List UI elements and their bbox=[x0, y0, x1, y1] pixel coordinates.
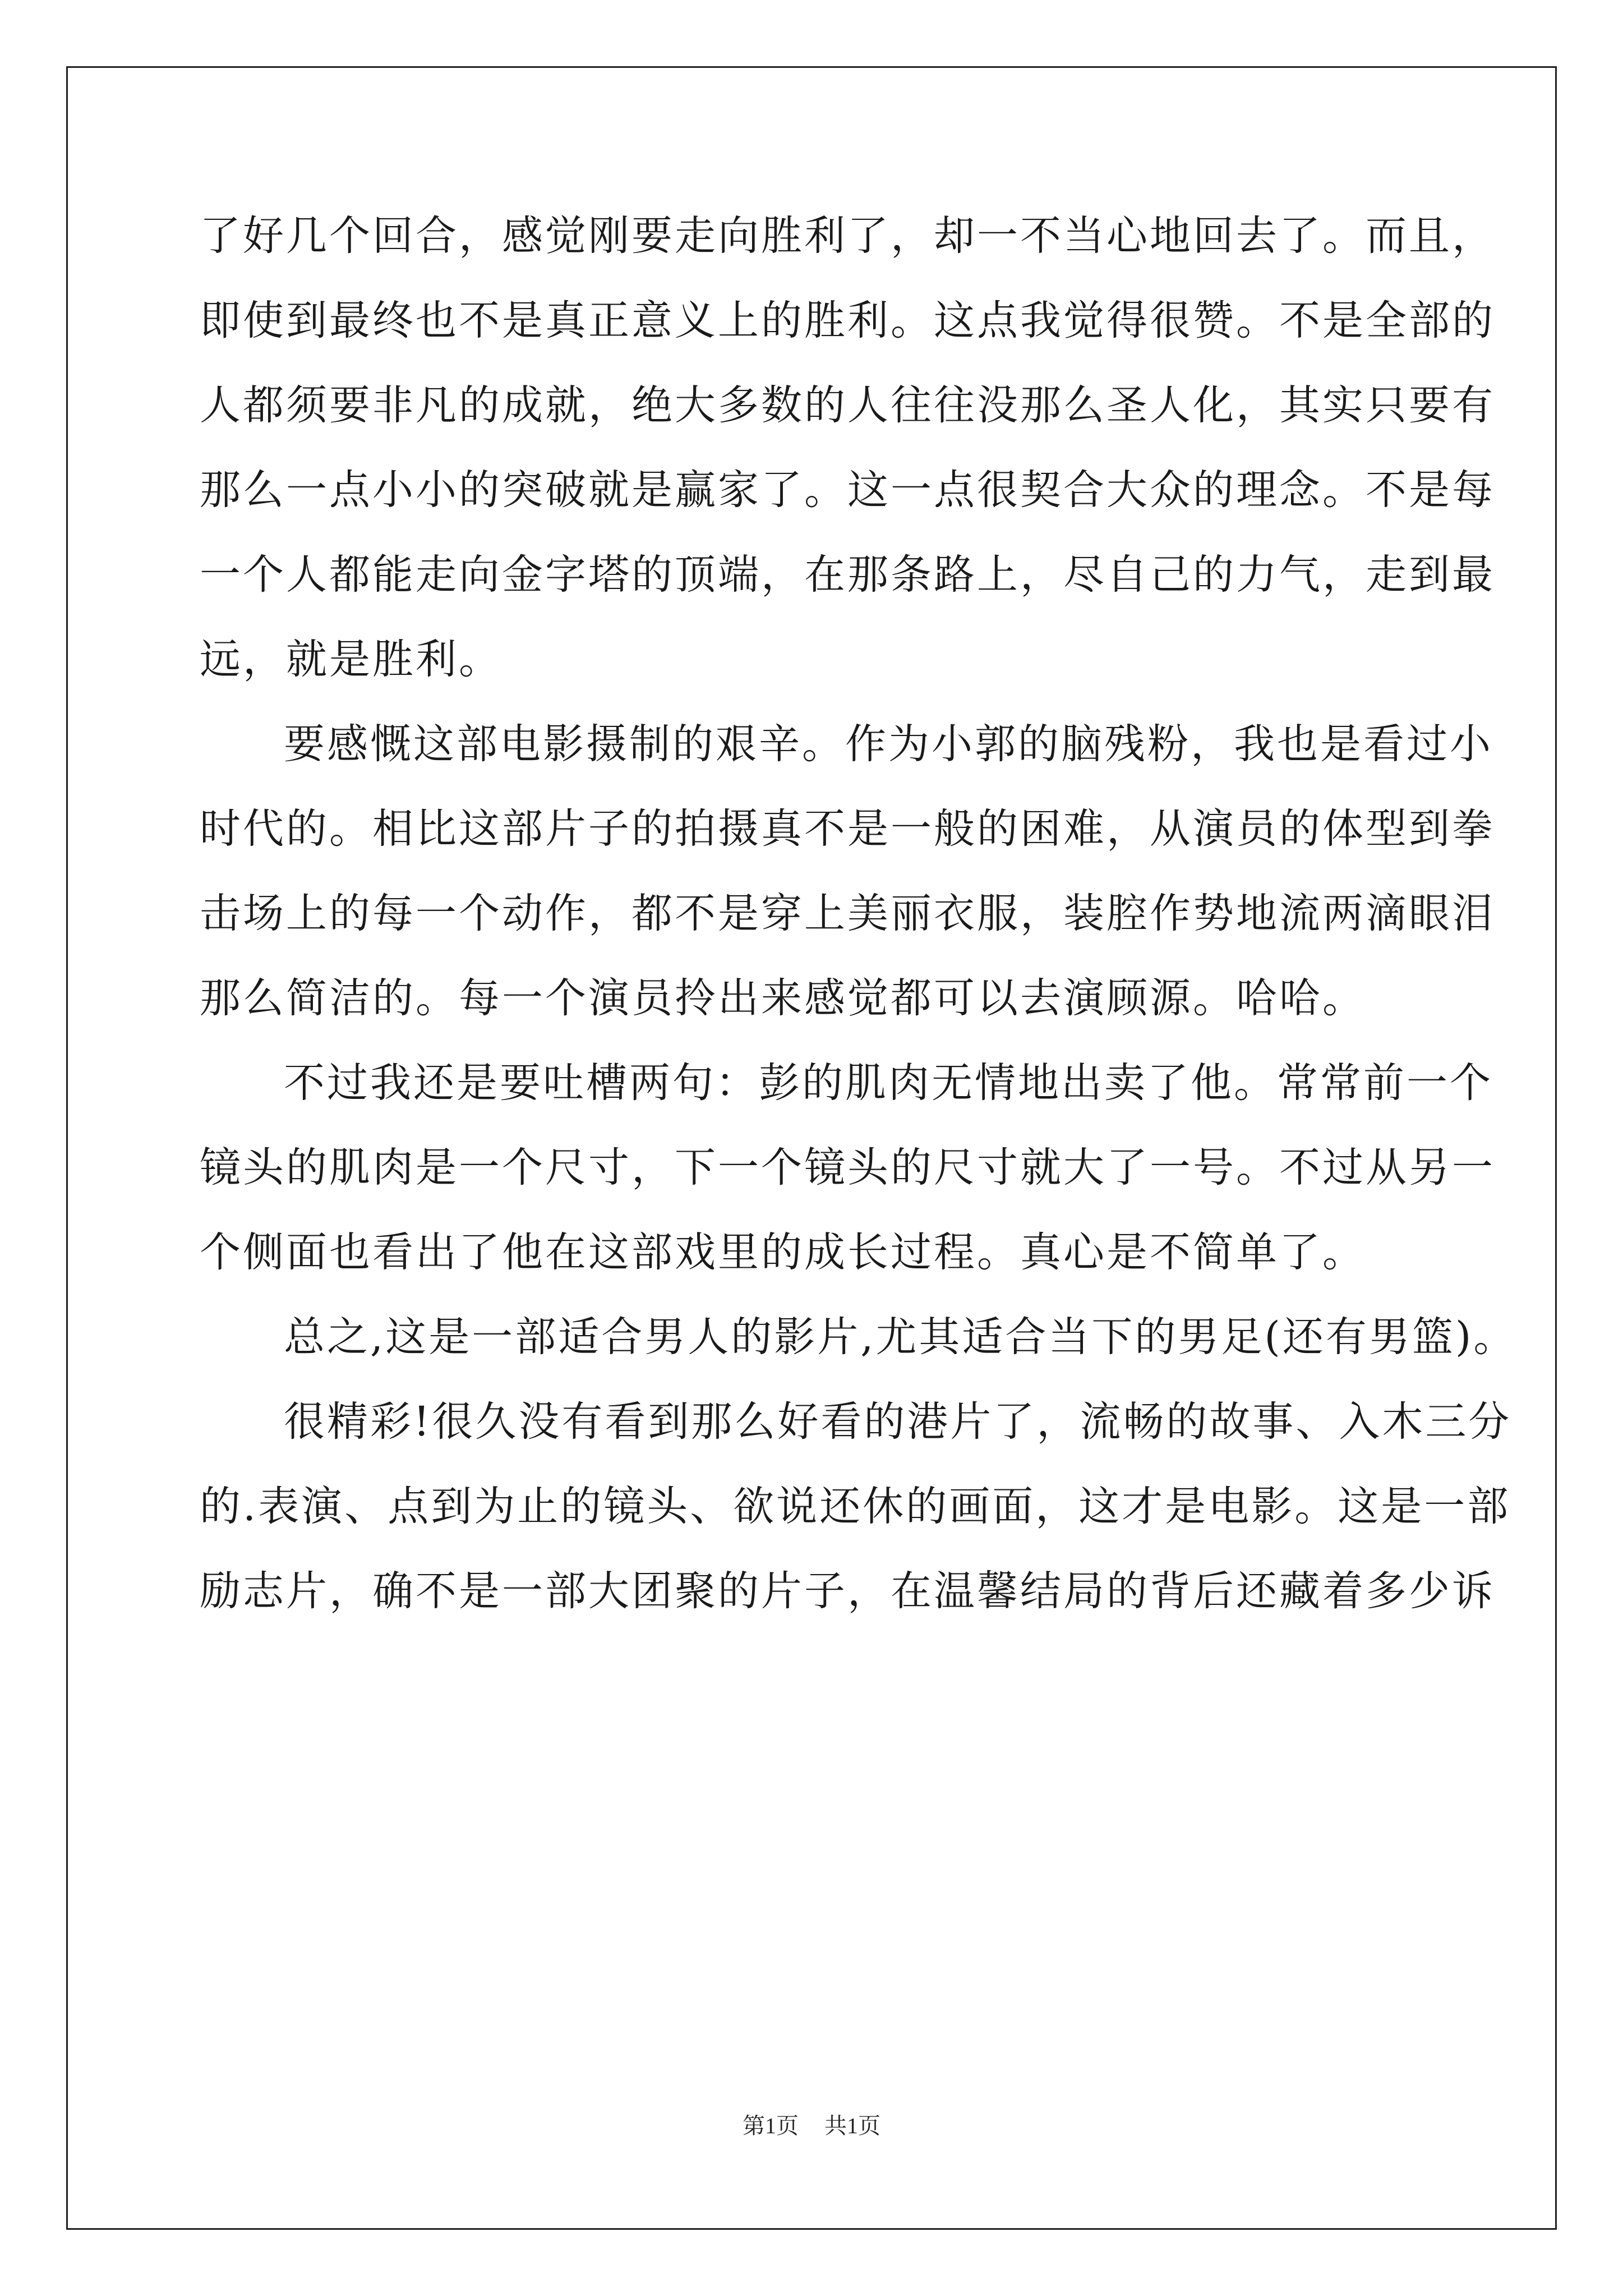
text-line: 励志片，确不是一部大团聚的片子，在温馨结局的背后还藏着多少诉 bbox=[200, 1567, 1495, 1615]
paragraph-start-line: 总之,这是一部适合男人的影片,尤其适合当下的男足(还有男篮)。 bbox=[284, 1313, 1517, 1361]
text-line: 一个人都能走向金字塔的顶端，在那条路上，尽自己的力气，走到最 bbox=[200, 551, 1495, 599]
text-line: 镜头的肌肉是一个尺寸，下一个镜头的尺寸就大了一号。不过从另一 bbox=[200, 1144, 1495, 1191]
paragraph-start-line: 很精彩!很久没有看到那么好看的港片了，流畅的故事、入木三分 bbox=[284, 1398, 1512, 1446]
paragraph-start-line: 不过我还是要吐槽两句：彭的肌肉无情地出卖了他。常常前一个 bbox=[284, 1059, 1493, 1107]
text-line: 了好几个回合，感觉刚要走向胜利了，却一不当心地回去了。而且， bbox=[200, 212, 1495, 260]
text-line: 个侧面也看出了他在这部戏里的成长过程。真心是不简单了。 bbox=[200, 1228, 1366, 1276]
text-line: 时代的。相比这部片子的拍摄真不是一般的困难，从演员的体型到拳 bbox=[200, 805, 1495, 853]
text-line: 那么简洁的。每一个演员拎出来感觉都可以去演顾源。哈哈。 bbox=[200, 974, 1366, 1022]
page-footer bbox=[0, 2108, 1623, 2140]
page-number: 第1页 bbox=[743, 2113, 799, 2138]
text-line: 的.表演、点到为止的镜头、欲说还休的画面，这才是电影。这是一部 bbox=[200, 1483, 1511, 1530]
page-total: 共1页 bbox=[824, 2113, 880, 2138]
text-line: 远，就是胜利。 bbox=[200, 636, 502, 683]
text-line: 那么一点小小的突破就是赢家了。这一点很契合大众的理念。不是每 bbox=[200, 466, 1495, 514]
text-line: 即使到最终也不是真正意义上的胜利。这点我觉得很赞。不是全部的 bbox=[200, 297, 1495, 344]
text-line: 人都须要非凡的成就，绝大多数的人往往没那么圣人化，其实只要有 bbox=[200, 381, 1495, 429]
paragraph-start-line: 要感慨这部电影摄制的艰辛。作为小郭的脑残粉，我也是看过小 bbox=[284, 720, 1493, 768]
document-body bbox=[200, 194, 1517, 1634]
text-line: 击场上的每一个动作，都不是穿上美丽衣服，装腔作势地流两滴眼泪 bbox=[200, 890, 1495, 937]
